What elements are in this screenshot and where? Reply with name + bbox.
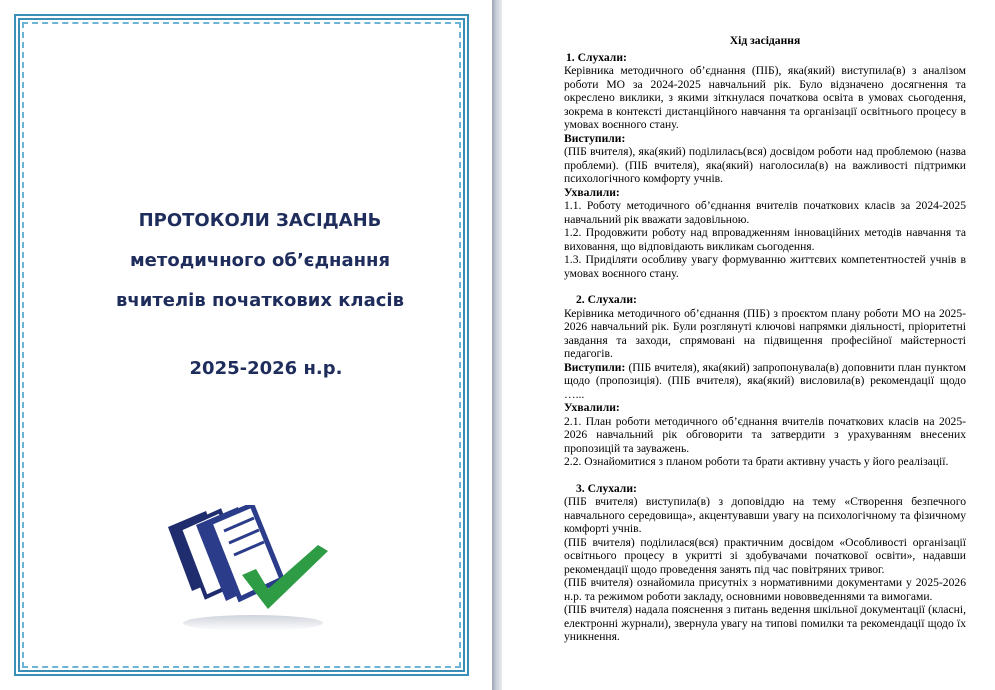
section2-speakers-text: (ПІБ вчителя), яка(який) запропонувала(в) доповнити план пунктом щодо (пропозиція). (ПІБ вчителя), яка(який) висловила(в) рекомендації щодо …...	[564, 360, 966, 401]
resolution-1-3: 1.3. Приділяти особливу увагу формуванню життєвих компетентностей учнів в умовах воєнного стану.	[564, 253, 966, 280]
resolution-2-1: 2.1. План роботи методичного об’єднання вчителів початкових класів на 2025-2026 навчальний рік обговорити та затвердити з урахуванням внесених пропозицій та зауважень.	[564, 414, 966, 455]
section3-paragraph2: (ПІБ вчителя) поділилася(вся) практичним досвідом «Особливості організації освітнього процесу в укритті зі здобувачами початкової освіти», надавши рекомендації щодо проведення занять під час повітряних тривог.	[564, 535, 966, 576]
section2-ukhvalyly: Ухвалили:	[564, 401, 620, 414]
section3-paragraph1: (ПІБ вчителя) виступила(в) з доповіддю на тему «Створення безпечного навчального середовища», акцентувавши увагу на психологічному та фізичному комфорті учнів.	[564, 495, 966, 535]
section2-speakers	[564, 361, 966, 402]
resolution-2-2: 2.2. Ознайомитися з планом роботи та брати активну участь у його реалізації.	[564, 455, 949, 468]
cover-year: 2025-2026 н.р.	[189, 358, 343, 379]
page-separator	[492, 0, 502, 690]
page-heading: Хід засідання	[729, 34, 801, 47]
section1-ukhvalyly: Ухвалили:	[564, 185, 620, 199]
section1-paragraph: Керівника методичного об’єднання (ПІБ), яка(який) виступила(в) з аналізом роботи МО за 2024-2025 навчальний рік. Було відзначено досягнення та окреслено виклики, з якими зіткнулася початкова освіта в умовах сьогодення, зокрема в контексті дистанційного навчання та організації освітнього процесу в умовах воєнного стану.	[564, 64, 966, 131]
section3-title: 3. Слухали:	[576, 481, 637, 495]
document-page	[502, 0, 995, 690]
cover-title-line2: методичного об’єднання	[129, 250, 391, 271]
resolution-1-2: 1.2. Продовжити роботу над впровадженням інноваційних методів навчання та виховання, що відповідають викликам сьогодення.	[564, 226, 966, 253]
section3-paragraph3: (ПІБ вчителя) ознайомила присутніх з нормативними документами у 2025-2026 н.р. та режимом роботи закладу, основними нововведеннями та вимогами.	[564, 576, 966, 603]
section2-paragraph: Керівника методичного об’єднання (ПІБ) з проєктом плану роботи МО на 2025-2026 навчальний рік. Були розглянуті ключові напрямки діяльності, пріоритетні завдання та заходи, спрямовані на підвищення професійної майстерності педагогів.	[564, 306, 966, 360]
section2-title: 2. Слухали:	[576, 293, 637, 306]
section1-vystupyly: Виступили:	[564, 131, 626, 145]
resolution-1-1: 1.1. Роботу методичного об’єднання вчителів початкових класів за 2024-2025 навчальний рік вважати задовільною.	[564, 199, 966, 226]
document-checkmark-icon	[168, 505, 338, 635]
section1-speakers: (ПІБ вчителя), яка(який) поділилась(вся) досвідом роботи над проблемою (назва проблеми). (ПІБ вчителя), яка(який) наголосила(в) на важливості підтримки психологічного комфорту учнів.	[564, 145, 966, 185]
section3-paragraph4: (ПІБ вчителя) надала пояснення з питань ведення шкільної документації (класні, електронні журнали), звернула увагу на типові помилки та рекомендації щодо їх уникнення.	[564, 603, 966, 643]
section1-title: 1. Слухали:	[566, 50, 627, 64]
cover-title-line1: ПРОТОКОЛИ ЗАСІДАНЬ	[138, 210, 382, 231]
section2-vystupyly: Виступили:	[564, 360, 626, 374]
cover-page	[0, 0, 492, 690]
cover-title-line3: вчителів початкових класів	[116, 290, 404, 311]
